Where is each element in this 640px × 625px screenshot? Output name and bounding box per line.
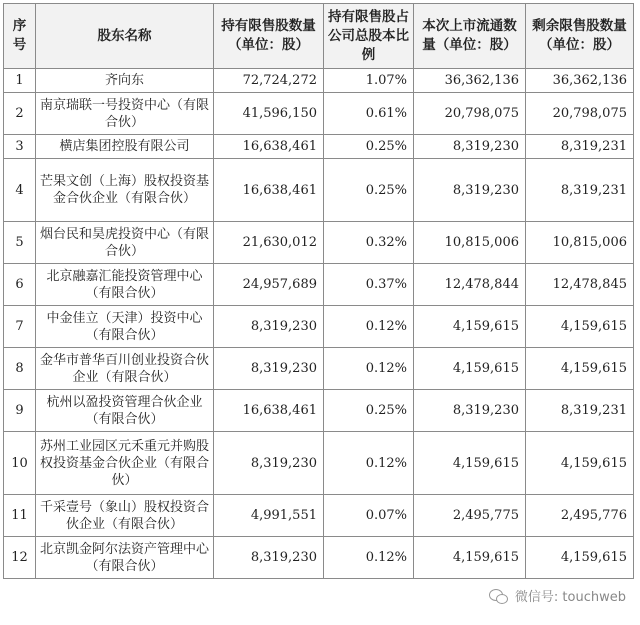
cell-ratio: 0.25% [324, 159, 414, 222]
table-row [4, 390, 634, 432]
cell-listed: 4,159,615 [414, 306, 526, 348]
cell-ratio: 0.12% [324, 432, 414, 495]
cell-name: 中金佳立（天津）投资中心（有限合伙） [36, 306, 214, 348]
shareholder-table [3, 3, 634, 579]
wechat-icon [489, 588, 509, 604]
table-row [4, 264, 634, 306]
cell-held: 21,630,012 [214, 222, 324, 264]
header-seq: 序号 [4, 4, 36, 69]
cell-held: 41,596,150 [214, 93, 324, 135]
cell-listed: 2,495,775 [414, 495, 526, 537]
cell-seq: 11 [4, 495, 36, 537]
cell-held: 72,724,272 [214, 69, 324, 93]
cell-seq: 4 [4, 159, 36, 222]
cell-listed: 12,478,844 [414, 264, 526, 306]
cell-name: 北京凯金阿尔法资产管理中心（有限合伙） [36, 537, 214, 579]
cell-remaining: 4,159,615 [526, 537, 634, 579]
cell-name: 金华市普华百川创业投资合伙企业（有限合伙） [36, 348, 214, 390]
cell-listed: 10,815,006 [414, 222, 526, 264]
table-row [4, 159, 634, 222]
cell-held: 16,638,461 [214, 135, 324, 159]
cell-listed: 4,159,615 [414, 348, 526, 390]
cell-name: 苏州工业园区元禾重元并购股权投资基金合伙企业（有限合伙） [36, 432, 214, 495]
cell-remaining: 36,362,136 [526, 69, 634, 93]
header-name: 股东名称 [36, 4, 214, 69]
cell-listed: 4,159,615 [414, 432, 526, 495]
table-row [4, 495, 634, 537]
cell-remaining: 4,159,615 [526, 348, 634, 390]
cell-remaining: 12,478,845 [526, 264, 634, 306]
cell-seq: 10 [4, 432, 36, 495]
cell-name: 芒果文创（上海）股权投资基金合伙企业（有限合伙） [36, 159, 214, 222]
header-held: 持有限售股数量（单位：股） [214, 4, 324, 69]
cell-listed: 4,159,615 [414, 537, 526, 579]
cell-ratio: 0.32% [324, 222, 414, 264]
cell-held: 8,319,230 [214, 432, 324, 495]
cell-held: 24,957,689 [214, 264, 324, 306]
watermark [489, 586, 626, 605]
cell-ratio: 0.61% [324, 93, 414, 135]
header-row [4, 4, 634, 69]
cell-ratio: 0.12% [324, 306, 414, 348]
watermark-text: 微信号: touchweb [514, 590, 626, 605]
cell-ratio: 0.07% [324, 495, 414, 537]
cell-seq: 5 [4, 222, 36, 264]
cell-seq: 3 [4, 135, 36, 159]
cell-ratio: 0.37% [324, 264, 414, 306]
cell-seq: 8 [4, 348, 36, 390]
cell-seq: 2 [4, 93, 36, 135]
cell-remaining: 8,319,231 [526, 390, 634, 432]
cell-ratio: 1.07% [324, 69, 414, 93]
table-row [4, 348, 634, 390]
cell-remaining: 4,159,615 [526, 432, 634, 495]
cell-ratio: 0.25% [324, 390, 414, 432]
header-remaining: 剩余限售股数量（单位：股） [526, 4, 634, 69]
cell-listed: 20,798,075 [414, 93, 526, 135]
table-row [4, 432, 634, 495]
table-row [4, 222, 634, 264]
cell-seq: 9 [4, 390, 36, 432]
table-row [4, 69, 634, 93]
cell-ratio: 0.25% [324, 135, 414, 159]
table-row [4, 537, 634, 579]
cell-seq: 12 [4, 537, 36, 579]
cell-listed: 36,362,136 [414, 69, 526, 93]
cell-name: 烟台民和昊虎投资中心（有限合伙） [36, 222, 214, 264]
cell-held: 4,991,551 [214, 495, 324, 537]
cell-held: 16,638,461 [214, 390, 324, 432]
cell-held: 8,319,230 [214, 306, 324, 348]
cell-listed: 8,319,230 [414, 390, 526, 432]
cell-remaining: 2,495,776 [526, 495, 634, 537]
cell-remaining: 4,159,615 [526, 306, 634, 348]
cell-seq: 7 [4, 306, 36, 348]
table-row [4, 93, 634, 135]
cell-seq: 6 [4, 264, 36, 306]
header-ratio: 持有限售股占公司总股本比例 [324, 4, 414, 69]
cell-held: 8,319,230 [214, 348, 324, 390]
cell-listed: 8,319,230 [414, 159, 526, 222]
cell-seq: 1 [4, 69, 36, 93]
cell-remaining: 8,319,231 [526, 135, 634, 159]
cell-listed: 8,319,230 [414, 135, 526, 159]
cell-held: 16,638,461 [214, 159, 324, 222]
cell-ratio: 0.12% [324, 537, 414, 579]
table-row [4, 135, 634, 159]
cell-name: 南京瑞联一号投资中心（有限合伙） [36, 93, 214, 135]
cell-remaining: 10,815,006 [526, 222, 634, 264]
cell-name: 北京融嘉汇能投资管理中心（有限合伙） [36, 264, 214, 306]
header-listed: 本次上市流通数量（单位：股） [414, 4, 526, 69]
cell-ratio: 0.12% [324, 348, 414, 390]
cell-name: 横店集团控股有限公司 [36, 135, 214, 159]
cell-name: 杭州以盈投资管理合伙企业（有限合伙） [36, 390, 214, 432]
cell-name: 千采壹号（象山）股权投资合伙企业（有限合伙） [36, 495, 214, 537]
cell-remaining: 20,798,075 [526, 93, 634, 135]
table-row [4, 306, 634, 348]
cell-held: 8,319,230 [214, 537, 324, 579]
cell-remaining: 8,319,231 [526, 159, 634, 222]
cell-name: 齐向东 [36, 69, 214, 93]
